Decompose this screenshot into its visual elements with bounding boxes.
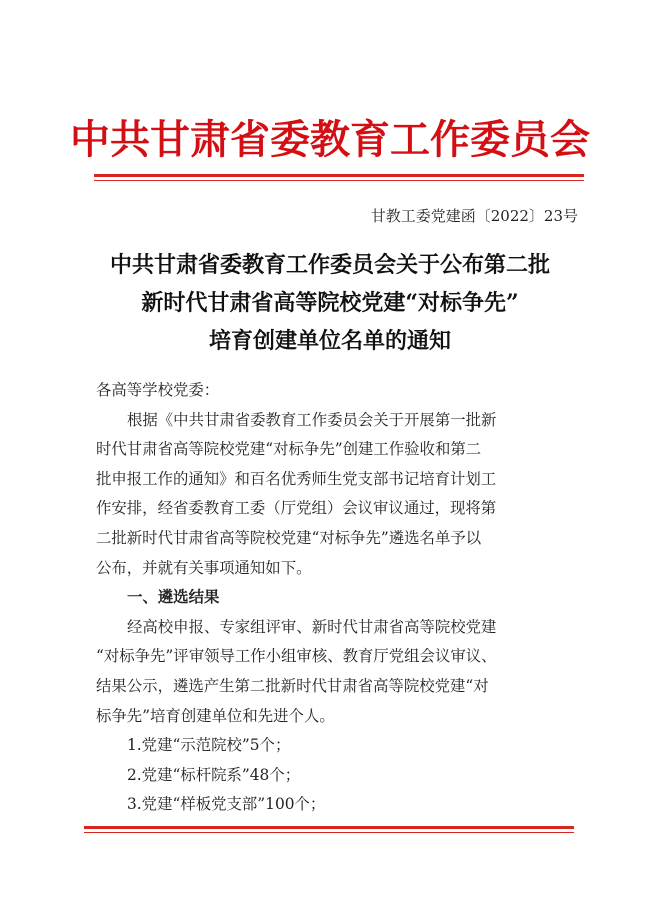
salutation: 各高等学校党委： [96, 381, 220, 399]
para2-line-4: 标争先”培育创建单位和先进个人。 [96, 706, 335, 725]
footer-rule-thin [84, 832, 574, 833]
title-line-3: 培育创建单位名单的通知 [208, 328, 451, 354]
list-item-2: 2.党建“标杆院系”48个； [127, 765, 301, 784]
para2-line-2: “对标争先”评审领导工作小组审核、教育厅党组会议审议、 [96, 647, 497, 666]
para2-line-1: 经高校申报、专家组评审、新时代甘肃省高等院校党建 [127, 617, 497, 636]
para1-line-6: 公布，并就有关事项通知如下。 [96, 558, 312, 577]
document-body [96, 376, 574, 820]
document-title [70, 246, 590, 360]
para1-line-5: 二批新时代甘肃省高等院校党建“对标争先”遴选名单予以 [96, 528, 482, 547]
title-line-1: 中共甘肃省委教育工作委员会关于公布第二批 [109, 252, 550, 278]
para1-line-4: 作安排，经省委教育工委（厅党组）会议审议通过，现将第 [96, 499, 497, 518]
list-item-1: 1.党建“示范院校”5个； [127, 736, 291, 755]
section-heading-1: 一、遴选结果 [127, 588, 220, 607]
para1-line-3: 批申报工作的通知》和百名优秀师生党支部书记培育计划工 [96, 469, 497, 488]
para2-line-3: 结果公示，遴选产生第二批新时代甘肃省高等院校党建“对 [96, 676, 489, 695]
para1-line-1: 根据《中共甘肃省委教育工作委员会关于开展第一批新 [127, 410, 497, 429]
footer-rule-thick [84, 826, 574, 829]
title-line-2: 新时代甘肃省高等院校党建“对标争先” [141, 290, 519, 316]
org-title: 中共甘肃省委教育工作委员会 [70, 116, 590, 163]
document-number: 甘教工委党建函〔2022〕23号 [370, 207, 578, 225]
header-rule-thick [94, 174, 584, 177]
list-item-3: 3.党建“样板党支部”100个； [127, 795, 326, 814]
para1-line-2: 时代甘肃省高等院校党建“对标争先”创建工作验收和第二 [96, 440, 482, 459]
header-rule-thin [94, 180, 584, 181]
